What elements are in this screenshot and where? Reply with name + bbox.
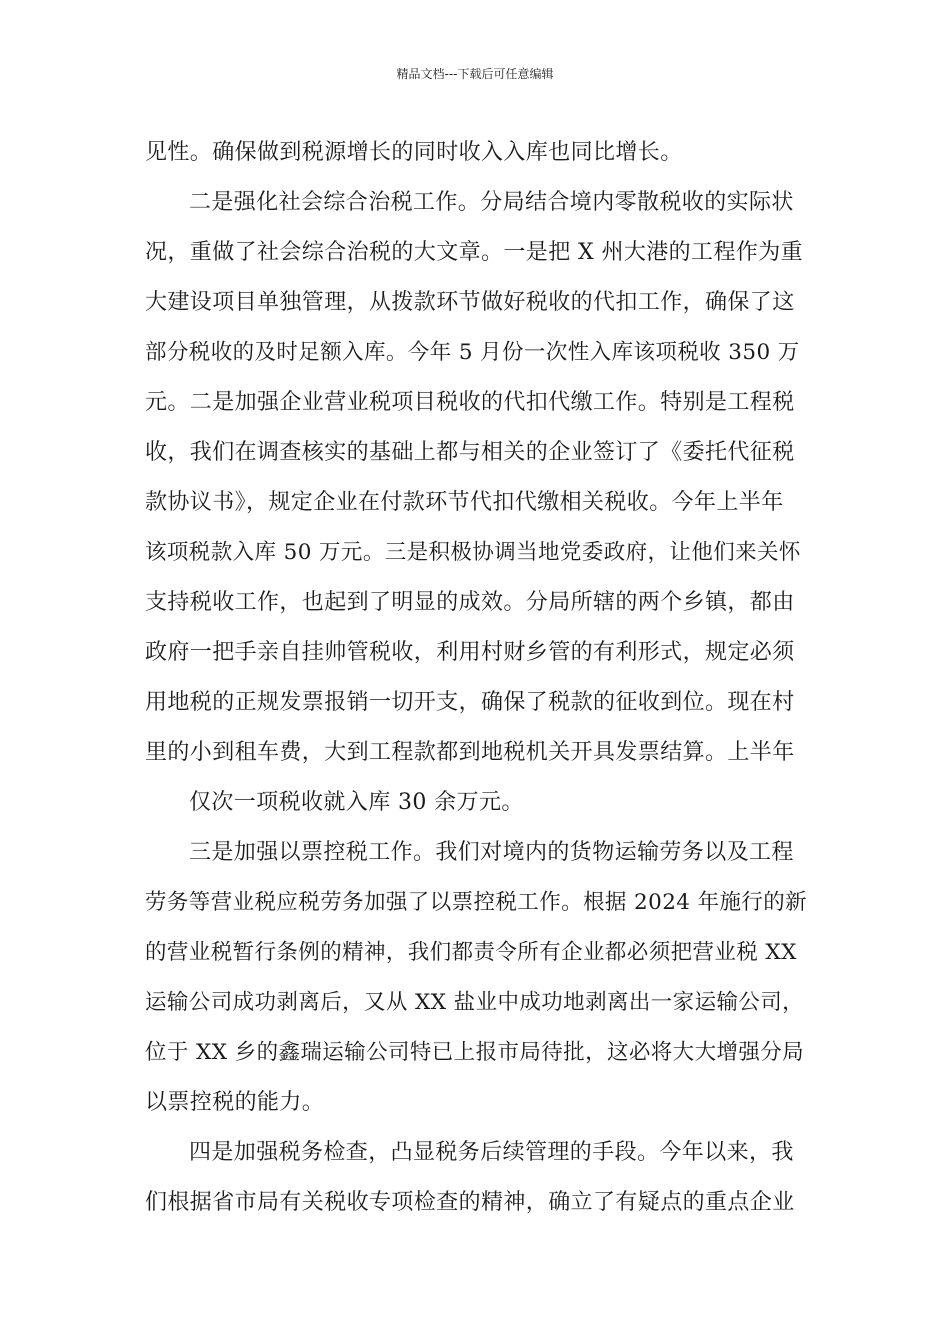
text-line: 该项税款入库 50 万元。三是积极协调当地党委政府，让他们来关怀 [145,540,801,565]
text-line: 政府一把手亲自挂帅管税收，利用村财乡管的有利形式，规定必须 [145,640,795,665]
text-line: 收，我们在调查核实的基础上都与相关的企业签订了《委托代征税 [145,440,795,465]
page-header: 精品文档---下载后可任意编辑 [396,67,554,81]
text-line: 大建设项目单独管理，从拨款环节做好税收的代扣工作，确保了这 [145,290,795,315]
text-line: 用地税的正规发票报销一切开支，确保了税款的征收到位。现在村 [145,690,795,715]
text-line: 运输公司成功剥离后，又从 XX 盐业中成功地剥离出一家运输公司， [145,990,805,1015]
text-line: 位于 XX 乡的鑫瑞运输公司特已上报市局待批，这必将大大增强分局 [145,1040,805,1065]
text-line: 里的小到租车费，大到工程款都到地税机关开具发票结算。上半年 [145,740,795,765]
text-line: 三是加强以票控税工作。我们对境内的货物运输劳务以及工程 [189,840,794,865]
text-line: 以票控税的能力。 [145,1090,325,1115]
text-line: 二是强化社会综合治税工作。分局结合境内零散税收的实际状 [189,190,794,215]
text-line: 劳务等营业税应税劳务加强了以票控税工作。根据 2024 年施行的新 [145,890,808,915]
text-line: 款协议书》，规定企业在付款环节代扣代缴相关税收。今年上半年 [145,490,784,515]
text-line: 们根据省市局有关税收专项检查的精神，确立了有疑点的重点企业 [145,1190,795,1215]
text-line: 支持税收工作，也起到了明显的成效。分局所辖的两个乡镇，都由 [145,590,795,615]
text-line: 的营业税暂行条例的精神，我们都责令所有企业都必须把营业税 XX [145,940,797,965]
text-line: 四是加强税务检查，凸显税务后续管理的手段。今年以来，我 [189,1140,794,1165]
text-line: 见性。确保做到税源增长的同时收入入库也同比增长。 [145,140,683,165]
text-line: 部分税收的及时足额入库。今年 5 月份一次性入库该项税收 350 万 [145,340,800,365]
text-line: 况，重做了社会综合治税的大文章。一是把 X 州大港的工程作为重 [145,240,804,265]
text-line: 元。二是加强企业营业税项目税收的代扣代缴工作。特别是工程税 [145,390,795,415]
text-line: 仅次一项税收就入库 30 余万元。 [189,790,524,815]
